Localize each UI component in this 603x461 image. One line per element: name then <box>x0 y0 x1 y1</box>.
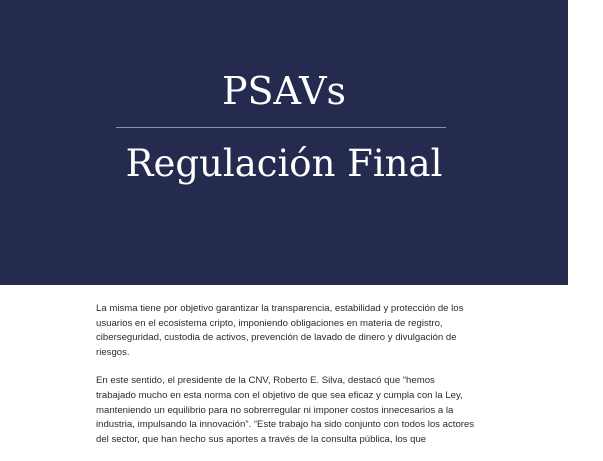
article-body <box>96 302 476 461</box>
hero-divider <box>116 127 446 128</box>
article-paragraph-1: La misma tiene por objetivo garantizar la transparencia, estabilidad y protección de los usuarios en el ecosistema cripto, imponiendo obligaciones en materia de registro, ciberseguridad, custodia de activos, prevención de lavado de dinero y divulgación de riesgos. <box>96 303 464 358</box>
article-paragraph-2: En este sentido, el presidente de la CNV, Roberto E. Silva, destacó que “hemos trabajado mucho en esta norma con el objetivo de que sea eficaz y cumpla con la Ley, manteniendo un equilibrio para no sobrerregular ni imponer costos innecesarios a la industria, impulsando la innovación”. “Este trabajo ha sido conjunto con todos los actores del sector, que han hecho sus aportes a través de la consulta pública, los que <box>96 375 475 445</box>
hero-title-regulacion-final: Regulación Final <box>125 142 443 185</box>
hero-title-psavs: PSAVs <box>221 69 347 113</box>
